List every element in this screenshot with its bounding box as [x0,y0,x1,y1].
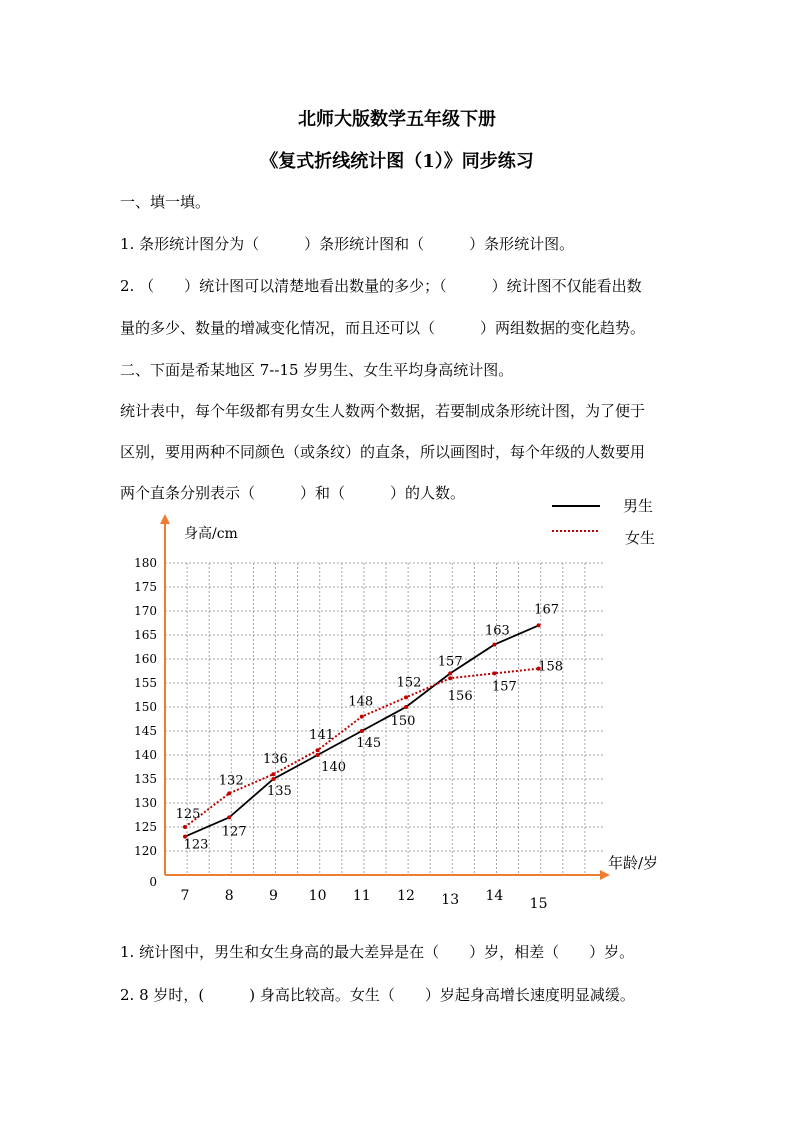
y-tick-label: 135 [134,772,157,786]
y-tick-label: 150 [134,700,157,714]
doc-subtitle: 《复式折线统计图（1）》同步练习 [260,151,534,172]
boy-data-label: 127 [221,824,247,840]
section-2-heading: 二、下面是希某地区 7--15 岁男生、女生平均身高统计图。 [120,361,514,379]
girl-data-label: 152 [396,675,422,691]
x-tick-label: 9 [268,888,278,904]
y-tick-label: 155 [134,676,157,690]
girl-data-point [316,748,320,752]
question-2-line-2: 量的多少、数量的增减变化情况，而且还可以（ ）两组数据的变化趋势。 [120,319,646,337]
paragraph-line-2: 区别，要用两种不同颜色（或条纹）的直条，所以画图时，每个年级的人数要用 [120,443,646,461]
x-tick-label: 14 [485,888,504,904]
question-2-line-1: 2. （ ）统计图可以清楚地看出数量的多少；（ ）统计图不仅能看出数 [120,277,642,295]
boy-data-point [537,623,541,627]
boy-data-point [227,815,231,819]
doc-title: 北师大版数学五年级下册 [298,109,496,130]
boy-data-point [492,643,496,647]
girl-data-label: 132 [218,773,244,789]
chart-labels [134,525,658,912]
boy-data-label: 135 [266,784,292,799]
y-axis-arrow [160,514,170,524]
legend-boy-label: 男生 [623,497,654,515]
y-tick-label: 160 [134,652,157,666]
x-axis-title: 年龄/岁 [608,854,659,872]
girl-data-label: 125 [175,807,201,822]
girl-data-label: 158 [538,659,564,675]
y-tick-label: 0 [149,875,157,889]
y-tick-label: 175 [134,580,157,594]
x-tick-label: 8 [224,888,234,904]
x-tick-label: 11 [352,888,371,904]
y-axis-title: 身高/cm [184,526,238,542]
girl-data-point [183,825,187,829]
boy-data-label: 163 [484,623,510,639]
x-tick-label: 7 [180,888,190,904]
x-tick-label: 10 [308,888,327,904]
boy-data-point [448,671,452,675]
girl-data-label: 157 [491,679,517,695]
y-tick-label: 140 [134,748,157,762]
boy-data-point [404,705,408,709]
y-tick-label: 130 [134,796,157,810]
boy-data-point [360,729,364,733]
y-tick-label: 145 [134,724,157,738]
girl-data-point [404,695,408,699]
x-tick-label: 12 [397,888,415,904]
boy-data-label: 150 [390,714,416,729]
chart-question-1: 1. 统计图中，男生和女生身高的最大差异是在（ ）岁，相差（ ）岁。 [120,943,635,961]
boy-data-label: 167 [534,602,560,618]
y-tick-label: 165 [134,628,157,642]
girl-data-point [492,671,496,675]
boy-data-label: 140 [321,760,347,775]
boy-data-label: 123 [183,837,209,853]
girl-data-label: 141 [309,728,335,744]
girl-data-label: 148 [348,694,374,710]
y-tick-label: 180 [134,556,157,570]
paragraph-line-3: 两个直条分别表示（ ）和（ ）的人数。 [120,484,466,502]
y-tick-label: 125 [134,820,157,834]
girl-data-point [271,772,275,776]
legend-girl-label: 女生 [625,529,656,547]
question-1: 1. 条形统计图分为（ ）条形统计图和（ ）条形统计图。 [120,235,575,253]
girl-data-point [227,791,231,795]
chart-legend [552,497,655,547]
girl-data-label: 136 [262,752,288,768]
boy-data-point [271,777,275,781]
y-tick-label: 170 [134,604,157,618]
y-tick-label: 120 [134,844,157,858]
x-tick-label: 15 [529,896,548,912]
girl-data-label: 156 [447,689,473,705]
boy-data-point [316,753,320,757]
chart-question-2: 2. 8 岁时，( ) 身高比较高。女生（ ）岁起身高增长速度明显减缓。 [120,986,635,1004]
x-tick-label: 13 [441,892,460,908]
paragraph-line-1: 统计表中，每个年级都有男女生人数两个数据，若要制成条形统计图，为了便于 [120,402,646,420]
girl-data-point [360,715,364,719]
girl-data-point [448,676,452,680]
boy-data-label: 145 [356,736,382,751]
boy-data-label: 157 [437,654,463,670]
section-1-heading: 一、填一填。 [120,193,211,211]
